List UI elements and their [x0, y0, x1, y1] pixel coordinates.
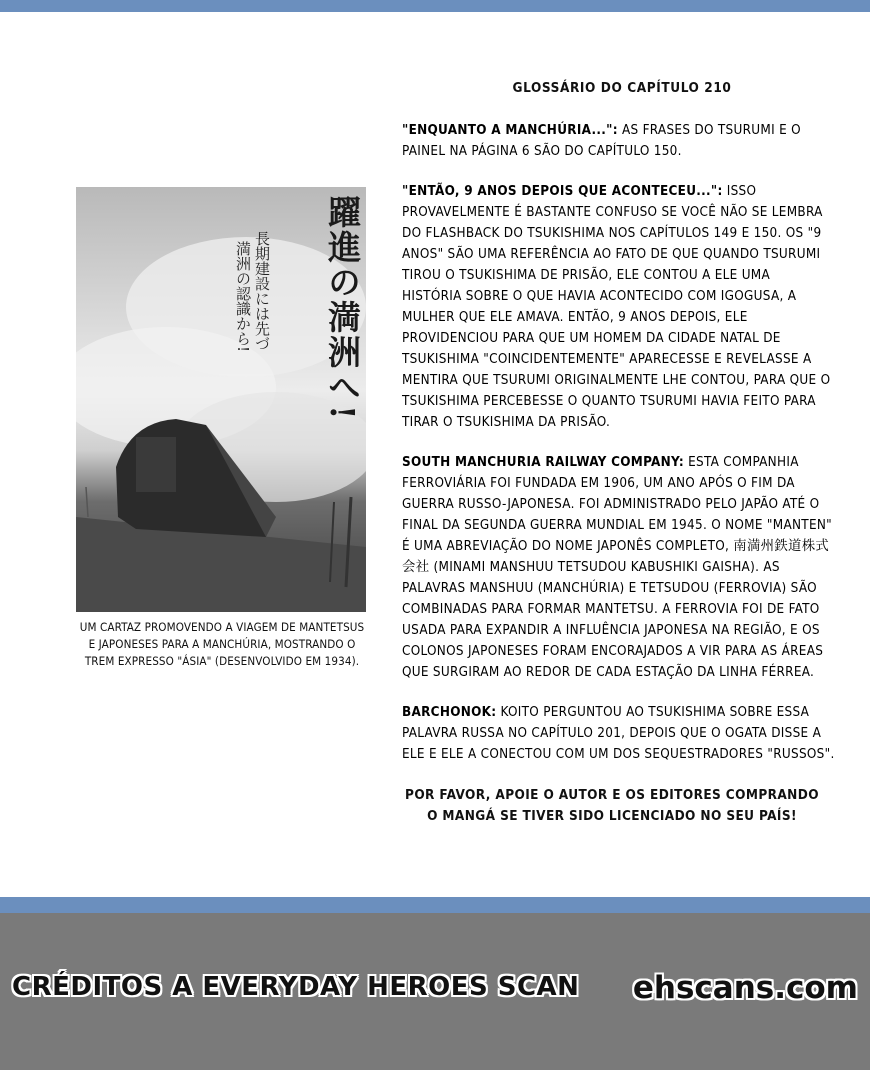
glossary-entry: [402, 120, 822, 162]
entry-term: BARCHONOK:: [402, 705, 497, 720]
poster-subtitle-1: 長期建設には先づ: [253, 231, 271, 351]
glossary-heading-wrap: [402, 80, 842, 96]
scan-site-link[interactable]: ehscans.com: [632, 970, 858, 1006]
poster-subtitle-2: 満洲の認識から!: [234, 241, 252, 353]
glossary-entry: [402, 181, 832, 433]
entry-text: KOITO PERGUNTOU AO TSUKISHIMA SOBRE ESSA PALAVRA RUSSA NO CAPÍTULO 201, DEPOIS QUE O OGATA DISSE A ELE E ELE A CONECTOU COM UM DOS SEQUESTRADORES "RUSSOS".: [402, 705, 835, 762]
glossary-entry: [402, 452, 842, 683]
bottom-stripe: [0, 897, 870, 913]
glossary-title: GLOSSÁRIO DO CAPÍTULO 210: [512, 80, 732, 96]
entry-term: SOUTH MANCHURIA RAILWAY COMPANY:: [402, 455, 684, 470]
entry-text: AS FRASES DO TSURUMI E O PAINEL NA PÁGINA 6 SÃO DO CAPÍTULO 150.: [402, 123, 801, 159]
manchuria-poster-image: [76, 187, 366, 612]
entry-text: ESTA COMPANHIA FERROVIÁRIA FOI FUNDADA EM 1906, UM ANO APÓS O FIM DA GUERRA RUSSO-JAPONESA. FOI ADMINISTRADO PELO JAPÃO ATÉ O FINAL DA SEGUNDA GUERRA MUNDIAL EM 1945. O NOME "MANTEN" É UMA ABREVIAÇÃO DO NOME JAPONÊS COMPLETO, 南満州鉄道株式会社 (MINAMI MANSHUU TETSUDOU KABUSHIKI GAISHA). AS PALAVRAS MANSHUU (MANCHÚRIA) E TETSUDOU (FERROVIA) SÃO COMBINADAS PARA FORMAR MANTETSU. A FERROVIA FOI DE FATO USADA PARA EXPANDIR A INFLUÊNCIA JAPONESA NA REGIÃO, E OS COLONOS JAPONESES FORAM ENCORAJADOS A VIR PARA AS ÁREAS QUE SURGIRAM AO REDOR DE CADA ESTAÇÃO DA LINHA FÉRREA.: [402, 455, 833, 680]
poster-title: 躍進の満洲へ!: [323, 195, 362, 422]
entry-text: ISSO PROVAVELMENTE É BASTANTE CONFUSO SE VOCÊ NÃO SE LEMBRA DO FLASHBACK DO TSUKISHIMA NOS CAPÍTULOS 149 E 150. OS "9 ANOS" SÃO UMA REFERÊNCIA AO FATO DE QUE QUANDO TSURUMI TIROU O TSUKISHIMA DE PRISÃO, ELE CONTOU A ELE UMA HISTÓRIA SOBRE O QUE HAVIA ACONTECIDO COM IGOGUSA, A MULHER QUE ELE AMAVA. ENTÃO, 9 ANOS DEPOIS, ELE PROVIDENCIOU PARA QUE UM HOMEM DA CIDADE NATAL DE TSUKISHIMA "COINCIDENTEMENTE" APARECESSE E REVELASSE A MENTIRA QUE TSURUMI ORIGINALMENTE LHE CONTOU, PARA QUE O TSUKISHIMA PERCEBESSE O QUANTO TSURUMI HAVIA FEITO PARA TIRAR O TSUKISHIMA DA PRISÃO.: [402, 184, 831, 430]
scan-credits: CRÉDITOS A EVERYDAY HEROES SCAN: [12, 972, 580, 1002]
poster-caption: UM CARTAZ PROMOVENDO A VIAGEM DE MANTETSUS E JAPONESES PARA A MANCHÚRIA, MOSTRANDO O TREM EXPRESSO "ÁSIA" (DESENVOLVIDO EM 1934).: [79, 620, 365, 668]
support-plea: POR FAVOR, APOIE O AUTOR E OS EDITORES COMPRANDO O MANGÁ SE TIVER SIDO LICENCIADO NO SEU PAÍS!: [405, 787, 819, 824]
entry-term: "ENTÃO, 9 ANOS DEPOIS QUE ACONTECEU...":: [402, 184, 723, 199]
entry-term: "ENQUANTO A MANCHÚRIA...":: [402, 123, 618, 138]
top-stripe: [0, 0, 870, 12]
glossary-entry: [402, 702, 842, 765]
